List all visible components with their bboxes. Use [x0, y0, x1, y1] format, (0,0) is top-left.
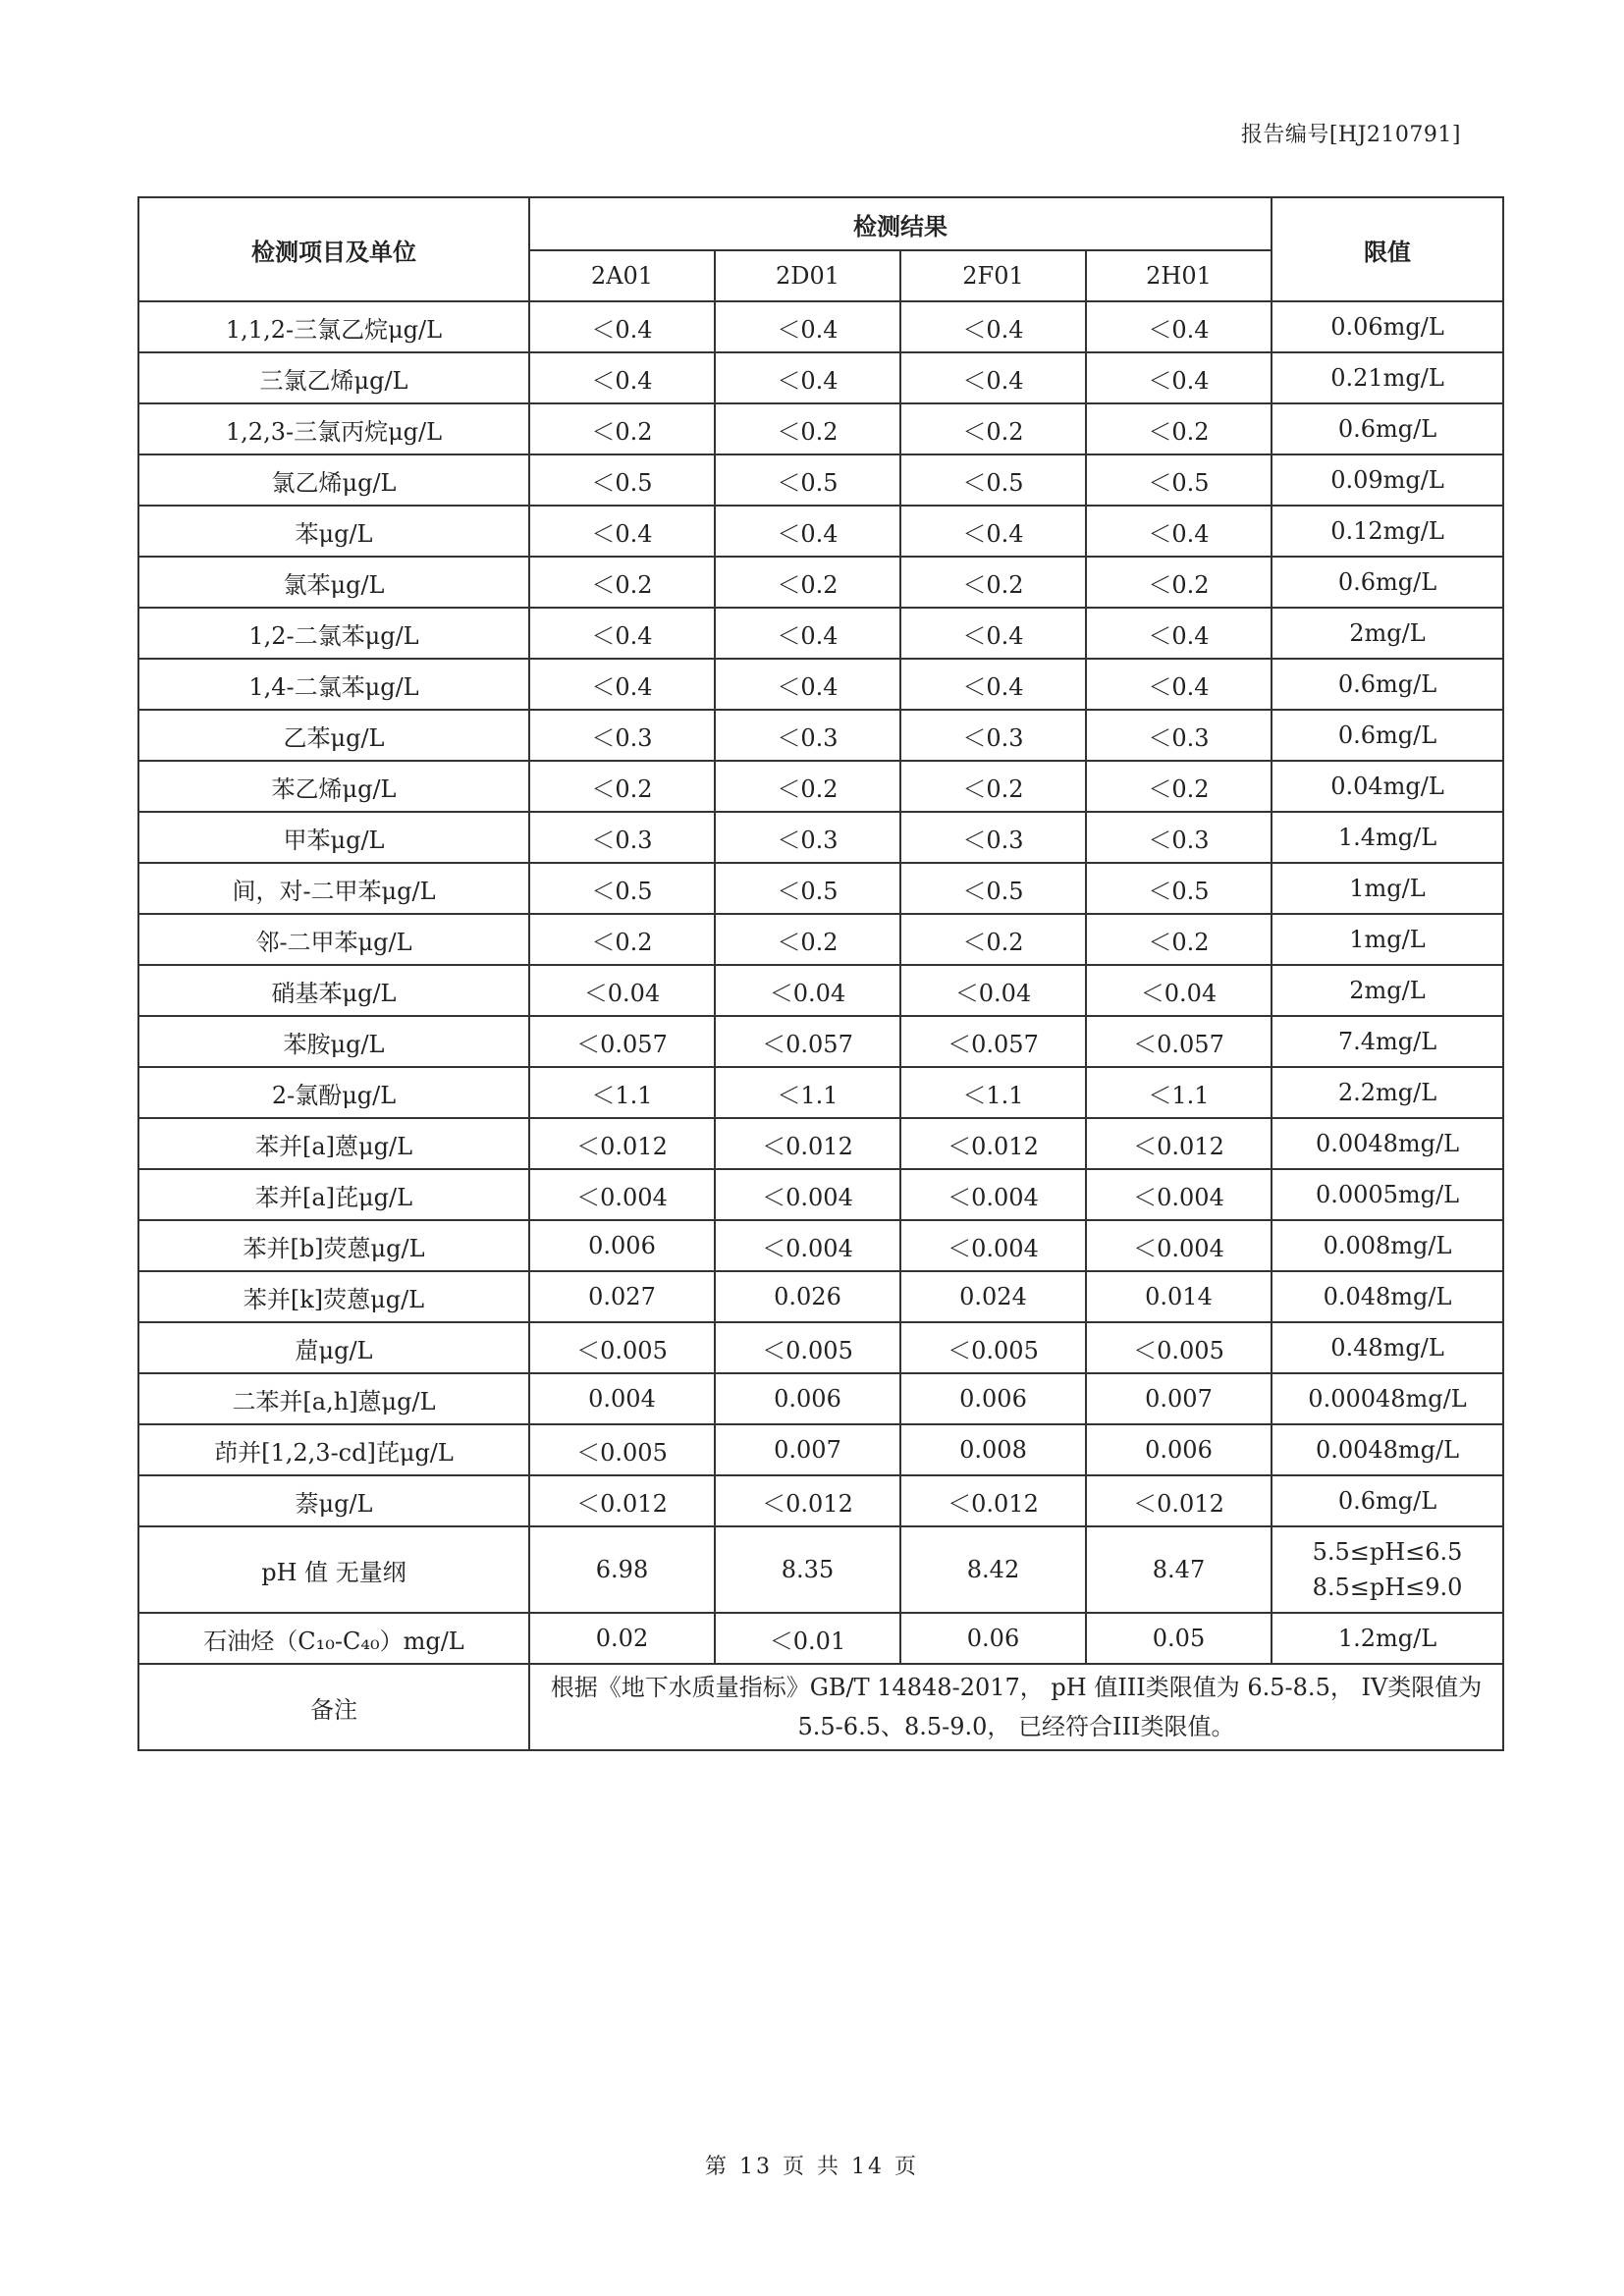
value-cell: ＜0.5: [715, 454, 900, 506]
value-cell: ＜0.3: [529, 710, 715, 761]
value-cell: ＜0.004: [900, 1169, 1086, 1220]
item-cell: 苯并[a]芘μg/L: [138, 1169, 529, 1220]
limit-cell: 0.21mg/L: [1272, 352, 1503, 403]
value-cell: ＜0.04: [900, 965, 1086, 1016]
value-cell: 8.47: [1086, 1526, 1272, 1613]
value-cell: ＜0.2: [529, 761, 715, 812]
value-cell: 0.007: [715, 1424, 900, 1475]
value-cell: ＜0.004: [1086, 1169, 1272, 1220]
value-cell: ＜0.2: [1086, 761, 1272, 812]
item-cell: 1,2-二氯苯μg/L: [138, 608, 529, 659]
table-row: [138, 710, 1503, 761]
results-table: [137, 196, 1504, 1751]
value-cell: 6.98: [529, 1526, 715, 1613]
value-cell: ＜0.3: [529, 812, 715, 863]
item-cell: 1,4-二氯苯μg/L: [138, 659, 529, 710]
value-cell: ＜0.5: [900, 454, 1086, 506]
value-cell: ＜0.01: [715, 1613, 900, 1664]
value-cell: ＜0.3: [900, 710, 1086, 761]
seam-stamp: [1598, 942, 1624, 1178]
value-cell: ＜0.012: [529, 1475, 715, 1526]
value-cell: ＜0.057: [529, 1016, 715, 1067]
value-cell: ＜0.4: [900, 352, 1086, 403]
table-row: [138, 659, 1503, 710]
value-cell: ＜0.4: [715, 301, 900, 352]
sample-id: 2H01: [1086, 250, 1272, 301]
value-cell: ＜0.4: [715, 352, 900, 403]
value-cell: ＜0.004: [715, 1220, 900, 1271]
item-cell: 乙苯μg/L: [138, 710, 529, 761]
limit-cell: 1mg/L: [1272, 914, 1503, 965]
value-cell: 0.006: [529, 1220, 715, 1271]
value-cell: ＜0.3: [1086, 812, 1272, 863]
value-cell: ＜0.012: [900, 1118, 1086, 1169]
limit-cell: 0.008mg/L: [1272, 1220, 1503, 1271]
value-cell: ＜0.057: [900, 1016, 1086, 1067]
page-number: 第 13 页 共 14 页: [705, 2155, 919, 2179]
item-cell: 氯苯μg/L: [138, 557, 529, 608]
table-row: [138, 1322, 1503, 1373]
value-cell: 0.024: [900, 1271, 1086, 1322]
value-cell: ＜0.04: [529, 965, 715, 1016]
value-cell: ＜0.012: [529, 1118, 715, 1169]
table-row: [138, 1475, 1503, 1526]
table-row: [138, 352, 1503, 403]
limit-cell: 0.6mg/L: [1272, 1475, 1503, 1526]
limit-cell: 0.6mg/L: [1272, 403, 1503, 454]
limit-line: 8.5≤pH≤9.0: [1312, 1574, 1463, 1601]
value-cell: 0.05: [1086, 1613, 1272, 1664]
value-cell: ＜0.4: [529, 608, 715, 659]
item-cell: 茚并[1,2,3-cd]芘μg/L: [138, 1424, 529, 1475]
item-cell: 氯乙烯μg/L: [138, 454, 529, 506]
value-cell: ＜0.057: [715, 1016, 900, 1067]
value-cell: ＜0.3: [715, 812, 900, 863]
item-cell: 邻-二甲苯μg/L: [138, 914, 529, 965]
value-cell: ＜0.004: [900, 1220, 1086, 1271]
value-cell: ＜0.4: [529, 301, 715, 352]
value-cell: ＜0.4: [715, 608, 900, 659]
value-cell: 8.35: [715, 1526, 900, 1613]
value-cell: 0.006: [900, 1373, 1086, 1424]
limit-line: 5.5≤pH≤6.5: [1312, 1538, 1463, 1566]
value-cell: ＜0.4: [1086, 608, 1272, 659]
petroleum-row: [138, 1613, 1503, 1664]
table-row: [138, 1271, 1503, 1322]
value-cell: ＜0.005: [900, 1322, 1086, 1373]
table-row: [138, 863, 1503, 914]
value-cell: ＜0.4: [1086, 352, 1272, 403]
item-cell: 间，对-二甲苯μg/L: [138, 863, 529, 914]
ph-row: [138, 1526, 1503, 1613]
value-cell: ＜0.012: [1086, 1475, 1272, 1526]
value-cell: ＜0.004: [529, 1169, 715, 1220]
table-row: [138, 1424, 1503, 1475]
value-cell: ＜0.3: [900, 812, 1086, 863]
limit-cell: 0.00048mg/L: [1272, 1373, 1503, 1424]
item-cell: pH 值 无量纲: [138, 1526, 529, 1613]
value-cell: ＜0.005: [529, 1424, 715, 1475]
value-cell: ＜0.4: [715, 506, 900, 557]
value-cell: 0.02: [529, 1613, 715, 1664]
value-cell: ＜0.4: [529, 659, 715, 710]
value-cell: ＜0.04: [715, 965, 900, 1016]
limit-cell: 1mg/L: [1272, 863, 1503, 914]
item-cell: 2-氯酚μg/L: [138, 1067, 529, 1118]
value-cell: ＜0.4: [900, 506, 1086, 557]
header-limit: 限值: [1272, 197, 1503, 301]
value-cell: ＜0.004: [715, 1169, 900, 1220]
limit-cell: 0.0048mg/L: [1272, 1424, 1503, 1475]
value-cell: ＜0.3: [1086, 710, 1272, 761]
report-number: 报告编号[HJ210791]: [1240, 123, 1461, 147]
table-row: [138, 914, 1503, 965]
value-cell: 0.004: [529, 1373, 715, 1424]
limit-cell: 7.4mg/L: [1272, 1016, 1503, 1067]
value-cell: ＜0.4: [900, 659, 1086, 710]
limit-cell: 0.0005mg/L: [1272, 1169, 1503, 1220]
value-cell: 0.027: [529, 1271, 715, 1322]
value-cell: 0.06: [900, 1613, 1086, 1664]
remark-text: 根据《地下水质量指标》GB/T 14848-2017， pH 值III类限值为 6.5-8.5， IV类限值为 5.5-6.5、8.5-9.0， 已经符合III类限值。: [529, 1664, 1503, 1750]
value-cell: ＜0.3: [715, 710, 900, 761]
value-cell: 0.006: [715, 1373, 900, 1424]
value-cell: ＜1.1: [715, 1067, 900, 1118]
limit-cell: 0.12mg/L: [1272, 506, 1503, 557]
limit-cell: 2mg/L: [1272, 965, 1503, 1016]
item-cell: 硝基苯μg/L: [138, 965, 529, 1016]
sample-id: 2A01: [529, 250, 715, 301]
value-cell: ＜0.2: [1086, 557, 1272, 608]
table-row: [138, 761, 1503, 812]
value-cell: ＜0.2: [715, 761, 900, 812]
limit-cell: 0.04mg/L: [1272, 761, 1503, 812]
value-cell: ＜0.2: [715, 557, 900, 608]
item-cell: 苯乙烯μg/L: [138, 761, 529, 812]
header-row: [138, 197, 1503, 250]
item-cell: 甲苯μg/L: [138, 812, 529, 863]
table-row: [138, 1169, 1503, 1220]
value-cell: ＜0.004: [1086, 1220, 1272, 1271]
table-row: [138, 301, 1503, 352]
limit-cell: 0.48mg/L: [1272, 1322, 1503, 1373]
value-cell: ＜0.5: [715, 863, 900, 914]
value-cell: ＜0.2: [529, 403, 715, 454]
table-row: [138, 608, 1503, 659]
limit-cell: 1.2mg/L: [1272, 1613, 1503, 1664]
limit-cell: 2mg/L: [1272, 608, 1503, 659]
remark-row: [138, 1664, 1503, 1750]
item-cell: 苯并[a]蒽μg/L: [138, 1118, 529, 1169]
item-cell: 苯并[b]荧蒽μg/L: [138, 1220, 529, 1271]
limit-cell: [1272, 1526, 1503, 1613]
value-cell: ＜1.1: [900, 1067, 1086, 1118]
item-cell: 石油烃（C₁₀-C₄₀）mg/L: [138, 1613, 529, 1664]
value-cell: ＜0.012: [900, 1475, 1086, 1526]
value-cell: ＜1.1: [1086, 1067, 1272, 1118]
limit-cell: 1.4mg/L: [1272, 812, 1503, 863]
table-row: [138, 506, 1503, 557]
limit-cell: 0.6mg/L: [1272, 659, 1503, 710]
value-cell: ＜0.005: [529, 1322, 715, 1373]
limit-cell: 0.06mg/L: [1272, 301, 1503, 352]
value-cell: ＜1.1: [529, 1067, 715, 1118]
limit-cell: 0.6mg/L: [1272, 557, 1503, 608]
limit-cell: 0.048mg/L: [1272, 1271, 1503, 1322]
table-row: [138, 454, 1503, 506]
item-cell: 苯μg/L: [138, 506, 529, 557]
value-cell: ＜0.2: [529, 914, 715, 965]
item-cell: 三氯乙烯μg/L: [138, 352, 529, 403]
sample-id: 2F01: [900, 250, 1086, 301]
limit-cell: 0.09mg/L: [1272, 454, 1503, 506]
value-cell: 0.006: [1086, 1424, 1272, 1475]
table-row: [138, 812, 1503, 863]
value-cell: ＜0.4: [900, 608, 1086, 659]
item-cell: 䓛μg/L: [138, 1322, 529, 1373]
header-item: 检测项目及单位: [138, 197, 529, 301]
value-cell: ＜0.4: [529, 506, 715, 557]
value-cell: ＜0.2: [1086, 403, 1272, 454]
value-cell: ＜0.4: [900, 301, 1086, 352]
value-cell: ＜0.012: [715, 1118, 900, 1169]
table-row: [138, 965, 1503, 1016]
limit-cell: 2.2mg/L: [1272, 1067, 1503, 1118]
table-row: [138, 403, 1503, 454]
value-cell: 0.026: [715, 1271, 900, 1322]
item-cell: 1,1,2-三氯乙烷μg/L: [138, 301, 529, 352]
value-cell: ＜0.2: [900, 557, 1086, 608]
item-cell: 苯并[k]荧蒽μg/L: [138, 1271, 529, 1322]
value-cell: ＜0.2: [900, 403, 1086, 454]
value-cell: ＜0.04: [1086, 965, 1272, 1016]
value-cell: 0.008: [900, 1424, 1086, 1475]
table-row: [138, 1016, 1503, 1067]
sample-id: 2D01: [715, 250, 900, 301]
limit-cell: 0.6mg/L: [1272, 710, 1503, 761]
item-cell: 萘μg/L: [138, 1475, 529, 1526]
header-results: 检测结果: [529, 197, 1272, 250]
value-cell: ＜0.4: [1086, 506, 1272, 557]
value-cell: ＜0.5: [900, 863, 1086, 914]
value-cell: ＜0.2: [900, 761, 1086, 812]
value-cell: ＜0.5: [529, 454, 715, 506]
value-cell: ＜0.005: [715, 1322, 900, 1373]
value-cell: ＜0.5: [529, 863, 715, 914]
value-cell: ＜0.2: [529, 557, 715, 608]
value-cell: ＜0.012: [715, 1475, 900, 1526]
value-cell: ＜0.4: [1086, 301, 1272, 352]
table-row: [138, 557, 1503, 608]
item-cell: 二苯并[a,h]蒽μg/L: [138, 1373, 529, 1424]
table-row: [138, 1118, 1503, 1169]
value-cell: ＜0.2: [1086, 914, 1272, 965]
value-cell: ＜0.012: [1086, 1118, 1272, 1169]
value-cell: ＜0.4: [715, 659, 900, 710]
item-cell: 1,2,3-三氯丙烷μg/L: [138, 403, 529, 454]
table-row: [138, 1067, 1503, 1118]
value-cell: 8.42: [900, 1526, 1086, 1613]
value-cell: 0.014: [1086, 1271, 1272, 1322]
value-cell: ＜0.2: [900, 914, 1086, 965]
value-cell: 0.007: [1086, 1373, 1272, 1424]
value-cell: ＜0.5: [1086, 454, 1272, 506]
value-cell: ＜0.4: [529, 352, 715, 403]
value-cell: ＜0.005: [1086, 1322, 1272, 1373]
limit-cell: 0.0048mg/L: [1272, 1118, 1503, 1169]
value-cell: ＜0.057: [1086, 1016, 1272, 1067]
table-row: [138, 1373, 1503, 1424]
item-cell: 苯胺μg/L: [138, 1016, 529, 1067]
value-cell: ＜0.2: [715, 914, 900, 965]
remark-label: 备注: [138, 1664, 529, 1750]
table-row: [138, 1220, 1503, 1271]
value-cell: ＜0.4: [1086, 659, 1272, 710]
value-cell: ＜0.2: [715, 403, 900, 454]
value-cell: ＜0.5: [1086, 863, 1272, 914]
